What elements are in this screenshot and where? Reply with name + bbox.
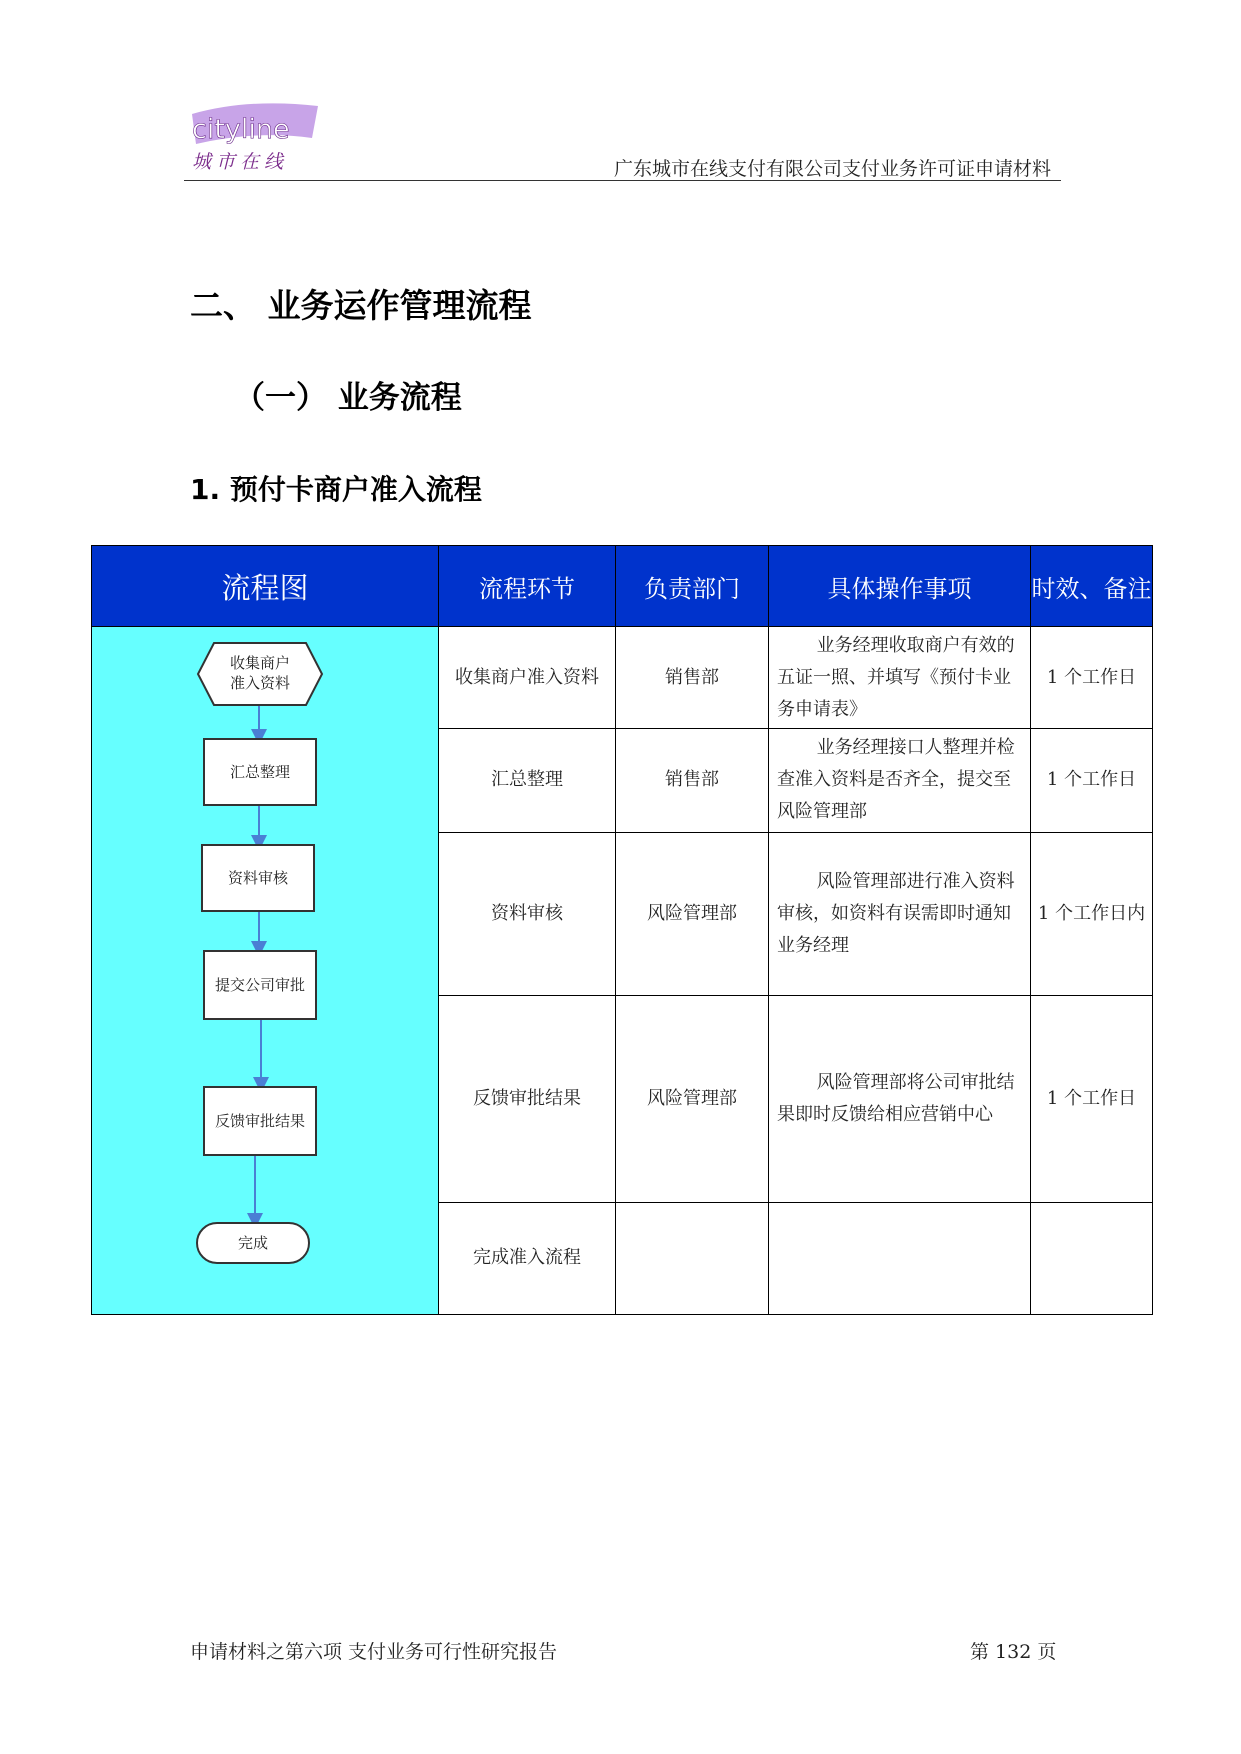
flow-node-feedback bbox=[204, 1087, 316, 1155]
cell-time: 1 个工作日 bbox=[1031, 627, 1153, 729]
footer-document-title: 申请材料之第六项 支付业务可行性研究报告 bbox=[190, 1641, 558, 1663]
svg-text:收集商户: 收集商户 bbox=[229, 654, 291, 672]
cell-dept bbox=[616, 1202, 769, 1314]
svg-text:cityline: cityline bbox=[192, 114, 290, 145]
svg-text:汇总整理: 汇总整理 bbox=[229, 763, 291, 781]
cityline-logo bbox=[188, 100, 328, 180]
svg-text:反馈审批结果: 反馈审批结果 bbox=[214, 1112, 306, 1130]
flow-node-summarize bbox=[204, 739, 316, 805]
process-table bbox=[91, 545, 1153, 1315]
svg-text:资料审核: 资料审核 bbox=[227, 869, 289, 887]
cell-step: 完成准入流程 bbox=[439, 1202, 616, 1314]
section-heading: 二、 业务运作管理流程 bbox=[190, 286, 532, 325]
cell-dept: 风险管理部 bbox=[616, 832, 769, 995]
header-time: 时效、备注 bbox=[1031, 546, 1153, 627]
header-rule bbox=[184, 180, 1061, 181]
flowchart-cell bbox=[92, 627, 439, 1315]
svg-text:城市在线: 城市在线 bbox=[192, 151, 289, 173]
svg-text:准入资料: 准入资料 bbox=[229, 674, 291, 692]
item-heading: 1. 预付卡商户准入流程 bbox=[190, 473, 482, 506]
svg-text:提交公司审批: 提交公司审批 bbox=[214, 976, 306, 994]
cell-time: 1 个工作日 bbox=[1031, 996, 1153, 1203]
header-flowchart: 流程图 bbox=[92, 546, 439, 627]
cell-step: 反馈审批结果 bbox=[439, 996, 616, 1203]
cell-operation: 业务经理收取商户有效的五证一照、并填写《预付卡业务申请表》 bbox=[769, 627, 1031, 729]
header-dept: 负责部门 bbox=[616, 546, 769, 627]
cell-dept: 销售部 bbox=[616, 729, 769, 832]
cell-step: 汇总整理 bbox=[439, 729, 616, 832]
header-step: 流程环节 bbox=[439, 546, 616, 627]
cell-time: 1 个工作日内 bbox=[1031, 832, 1153, 995]
cell-operation: 业务经理接口人整理并检查准入资料是否齐全，提交至风险管理部 bbox=[769, 729, 1031, 832]
cell-step: 资料审核 bbox=[439, 832, 616, 995]
table-header-row bbox=[92, 546, 1153, 627]
cell-dept: 销售部 bbox=[616, 627, 769, 729]
cell-dept: 风险管理部 bbox=[616, 996, 769, 1203]
flowchart bbox=[92, 627, 439, 1314]
flow-node-review bbox=[202, 845, 314, 911]
cell-operation: 风险管理部进行准入资料审核，如资料有误需即时通知业务经理 bbox=[769, 832, 1031, 995]
flow-start-node bbox=[198, 643, 322, 705]
cell-time bbox=[1031, 1202, 1153, 1314]
page-number: 第 132 页 bbox=[970, 1641, 1057, 1663]
flow-node-submit bbox=[204, 951, 316, 1019]
flow-end-node bbox=[197, 1223, 309, 1263]
cell-step: 收集商户准入资料 bbox=[439, 627, 616, 729]
header-operation: 具体操作事项 bbox=[769, 546, 1031, 627]
svg-text:完成: 完成 bbox=[237, 1234, 269, 1252]
cell-operation bbox=[769, 1202, 1031, 1314]
table-row bbox=[92, 627, 1153, 729]
cell-operation: 风险管理部将公司审批结果即时反馈给相应营销中心 bbox=[769, 996, 1031, 1203]
subsection-heading: （一） 业务流程 bbox=[234, 380, 462, 416]
header-title: 广东城市在线支付有限公司支付业务许可证申请材料 bbox=[613, 158, 1051, 180]
cell-time: 1 个工作日 bbox=[1031, 729, 1153, 832]
